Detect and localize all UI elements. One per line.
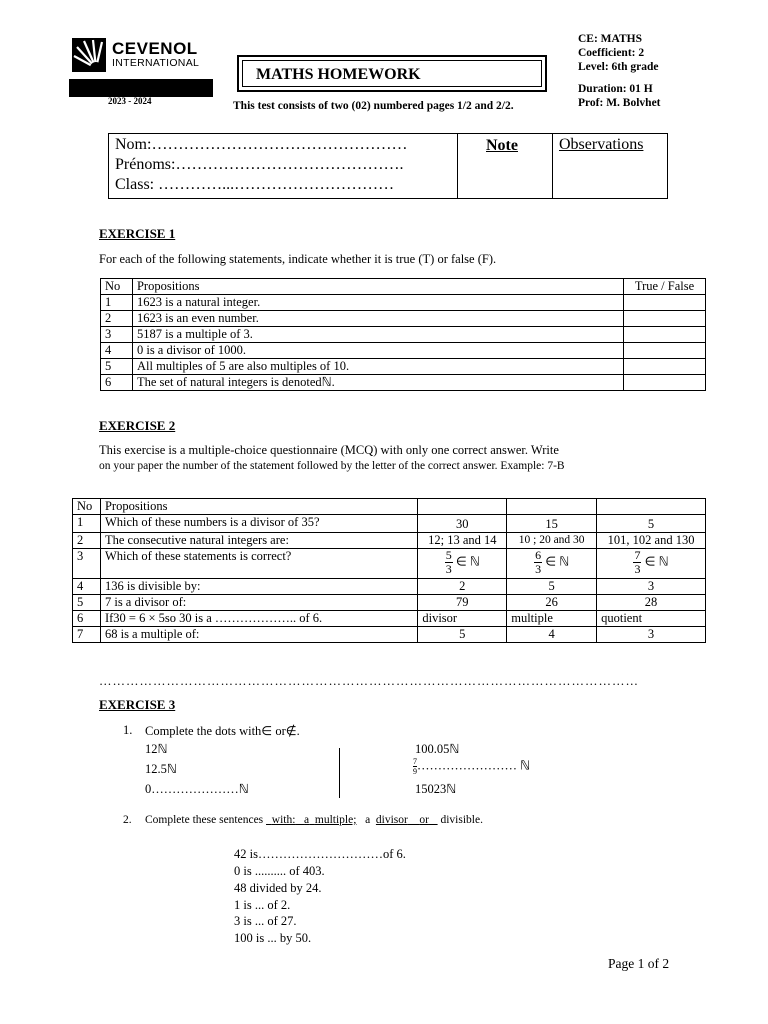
row-number: 4 — [101, 343, 133, 359]
answer-cell[interactable] — [624, 343, 706, 359]
redaction-bar — [69, 79, 213, 97]
header-no: No — [101, 279, 133, 295]
row-proposition: 5187 is a multiple of 3. — [132, 327, 623, 343]
fraction — [534, 549, 542, 576]
logo-emblem-icon — [72, 38, 106, 72]
row-proposition: If30 = 6 × 5so 30 is a ……………….. of 6. — [100, 611, 417, 627]
header-propositions: Propositions — [100, 499, 417, 515]
row-number: 4 — [73, 579, 101, 595]
exercise1-heading: EXERCISE 1 — [99, 226, 176, 241]
table-row — [73, 595, 706, 611]
q1-item-right-2 — [413, 757, 530, 776]
numerator: 7 — [634, 548, 641, 562]
option-b: 26 — [507, 595, 597, 611]
sentence-2: 0 is .......... of 403. — [234, 864, 325, 878]
row-number: 1 — [101, 295, 133, 311]
option-a: 2 — [418, 579, 507, 595]
denominator: 3 — [445, 562, 452, 576]
option-c: 101, 102 and 130 — [597, 533, 706, 549]
answer-cell[interactable] — [624, 311, 706, 327]
row-number: 3 — [101, 327, 133, 343]
sentence-3: 48 divided by 24. — [234, 881, 322, 895]
option-c: 3 — [597, 627, 706, 643]
table-header-row — [73, 499, 706, 515]
q2-word-multiple: multiple; — [314, 814, 357, 826]
denominator: 3 — [535, 562, 542, 576]
row-proposition: Which of these statements is correct? — [100, 549, 417, 579]
table-row — [101, 343, 706, 359]
q1-instruction: Complete the dots with∈ or∉. — [145, 724, 300, 738]
option-a — [418, 549, 507, 579]
element-of-symbol: ∈ ℕ — [452, 554, 480, 569]
q1-item-left-2: 12.5ℕ — [145, 762, 177, 776]
answer-cell[interactable] — [624, 327, 706, 343]
student-id-box — [108, 133, 668, 199]
exercise3-heading: EXERCISE 3 — [99, 697, 176, 712]
row-proposition: Which of these numbers is a divisor of 35? — [100, 515, 417, 533]
fraction — [445, 549, 453, 576]
row-number: 2 — [73, 533, 101, 549]
row-number: 3 — [73, 549, 101, 579]
q1-item-right-1: 100.05ℕ — [415, 742, 460, 756]
row-proposition: 1623 is a natural integer. — [132, 295, 623, 311]
sentence-4: 1 is ... of 2. — [234, 898, 291, 912]
exercise1-table — [100, 278, 706, 391]
option-a: 5 — [418, 627, 507, 643]
answer-cell[interactable] — [624, 295, 706, 311]
exercise2-heading: EXERCISE 2 — [99, 418, 176, 433]
meta-level: Level: 6th grade — [578, 61, 659, 73]
meta-duration: Duration: 01 H — [578, 83, 653, 95]
row-number: 5 — [101, 359, 133, 375]
denominator: 9 — [413, 767, 417, 776]
sentence-5: 3 is ... of 27. — [234, 914, 297, 928]
row-number: 2 — [101, 311, 133, 327]
element-of-symbol: ∈ ℕ — [641, 554, 669, 569]
q2-word-with: with: a — [271, 814, 310, 826]
option-c — [597, 549, 706, 579]
option-b: multiple — [507, 611, 597, 627]
dots: …………………… ℕ — [417, 758, 531, 773]
header-option-c — [597, 499, 706, 515]
sentence-6: 100 is ... by 50. — [234, 931, 312, 945]
row-number: 5 — [73, 595, 101, 611]
sentence-1: 42 is…………………………of 6. — [234, 847, 406, 861]
row-proposition: 136 is divisible by: — [100, 579, 417, 595]
option-c: 28 — [597, 595, 706, 611]
separator-line: ………………………………………………………………………………………………………… — [99, 674, 639, 688]
q2-word-divisible: divisible. — [440, 814, 483, 826]
table-row — [101, 327, 706, 343]
option-b: 10 ; 20 and 30 — [507, 533, 597, 549]
option-c: 3 — [597, 579, 706, 595]
table-row — [73, 533, 706, 549]
q2-word-divisor: divisor or — [375, 814, 429, 826]
option-a: 12; 13 and 14 — [418, 533, 507, 549]
note-label: Note — [486, 137, 518, 154]
school-year: 2023 - 2024 — [108, 96, 152, 106]
option-c: 5 — [597, 515, 706, 533]
title-box — [237, 55, 547, 92]
option-a: divisor — [418, 611, 507, 627]
q2-word-a: a — [365, 814, 371, 826]
option-b: 4 — [507, 627, 597, 643]
table-row — [101, 359, 706, 375]
option-b: 5 — [507, 579, 597, 595]
table-row — [101, 375, 706, 391]
numerator: 7 — [413, 757, 417, 766]
row-number: 1 — [73, 515, 101, 533]
header-true-false: True / False — [624, 279, 706, 295]
meta-ce: CE: MATHS — [578, 33, 642, 45]
q1-item-left-1: 12ℕ — [145, 742, 168, 756]
element-of-symbol: ∈ ℕ — [542, 554, 570, 569]
table-row — [73, 549, 706, 579]
header-no: No — [73, 499, 101, 515]
page-number: Page 1 of 2 — [608, 956, 670, 971]
row-proposition: The set of natural integers is denotedℕ. — [132, 375, 623, 391]
row-proposition: 0 is a divisor of 1000. — [132, 343, 623, 359]
row-proposition: 1623 is an even number. — [132, 311, 623, 327]
meta-coefficient: Coefficient: 2 — [578, 47, 645, 59]
option-a: 30 — [418, 515, 507, 533]
answer-cell[interactable] — [624, 359, 706, 375]
table-row — [73, 579, 706, 595]
note-cell[interactable] — [458, 134, 553, 198]
exercise2-instruction-2: on your paper the number of the statement followed by the letter of the correct answer. Example: 7-B — [99, 460, 565, 472]
option-b: 15 — [507, 515, 597, 533]
option-b — [507, 549, 597, 579]
firstnames-field: Prénoms:……………………………………. — [115, 156, 404, 173]
row-number: 7 — [73, 627, 101, 643]
q1-item-right-3: 15023ℕ — [415, 782, 457, 796]
q1-item-left-3: 0…………………ℕ — [145, 782, 249, 796]
document-subtitle: This test consists of two (02) numbered pages 1/2 and 2/2. — [233, 100, 514, 112]
table-row — [101, 295, 706, 311]
option-c: quotient — [597, 611, 706, 627]
document-title: MATHS HOMEWORK — [242, 60, 542, 87]
numerator: 6 — [535, 548, 542, 562]
observations-label: Observations — [559, 136, 644, 153]
q2-instruction — [145, 814, 483, 826]
exercise2-table — [72, 498, 706, 643]
answer-cell[interactable] — [624, 375, 706, 391]
q1-number: 1. — [123, 723, 133, 737]
header-propositions: Propositions — [132, 279, 623, 295]
denominator: 3 — [634, 562, 641, 576]
q2-lead: Complete these sentences — [145, 814, 264, 826]
header-option-a — [418, 499, 507, 515]
class-field: Class: …………...………………………… — [115, 176, 395, 193]
logo-subtitle: INTERNATIONAL — [112, 57, 200, 69]
school-logo — [72, 38, 202, 74]
student-info-cell[interactable] — [109, 134, 458, 198]
exercise1-instruction: For each of the following statements, indicate whether it is true (T) or false (F). — [99, 252, 497, 266]
meta-prof: Prof: M. Bolvhet — [578, 97, 661, 109]
table-row — [73, 515, 706, 533]
column-divider — [339, 748, 340, 798]
row-proposition: The consecutive natural integers are: — [100, 533, 417, 549]
table-row — [101, 311, 706, 327]
table-header-row — [101, 279, 706, 295]
option-a: 79 — [418, 595, 507, 611]
table-row — [73, 627, 706, 643]
q2-number: 2. — [123, 814, 132, 826]
row-proposition: 7 is a divisor of: — [100, 595, 417, 611]
row-number: 6 — [73, 611, 101, 627]
name-field: Nom:………………………………………… — [115, 136, 408, 153]
logo-name: CEVENOL — [112, 39, 198, 58]
header-option-b — [507, 499, 597, 515]
table-row — [73, 611, 706, 627]
row-proposition: All multiples of 5 are also multiples of 10. — [132, 359, 623, 375]
exercise2-instruction-1: This exercise is a multiple-choice questionnaire (MCQ) with only one correct answer. Write — [99, 443, 559, 457]
numerator: 5 — [445, 548, 452, 562]
row-proposition: 68 is a multiple of: — [100, 627, 417, 643]
row-number: 6 — [101, 375, 133, 391]
